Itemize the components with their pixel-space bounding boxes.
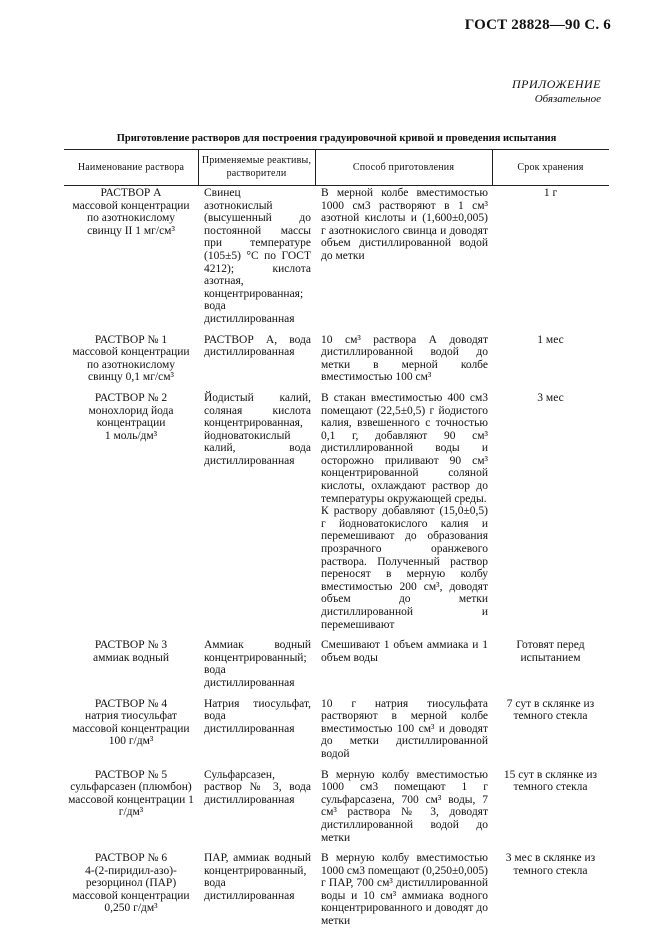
solution-name-cell: РАСТВОР № 2 монохлорид йода концентрации 1 моль/дм³ bbox=[88, 391, 174, 442]
storage-cell: Готовят перед испытанием bbox=[516, 639, 585, 664]
solution-name-cell: РАСТВОР № 4 натрия тиосульфат массовой концентрации 100 г/дм³ bbox=[72, 697, 190, 748]
method-cell: 10 см³ раствора А доводят дистиллированной водой до метки в мерной колбе вместимостью 100 см³ bbox=[321, 333, 488, 384]
table-header-rule bbox=[64, 185, 609, 186]
table-row bbox=[64, 852, 609, 928]
table-row bbox=[64, 334, 609, 384]
method-cell: В стакан вместимостью 400 см3 помещают (22,5±0,5) г йодистого калия, взвешенного с точностью 0,1 г, добавляют 90 см³ дистиллированной воды и осторожно приливают 90 см³ концентрированной соляной кислоты, охлаждают раствор до температуры окружающей среды. К раствору добавляют (15,0±0,5) г йодноватокислого калия и перемешивают до образования прозрачного оранжевого раствора. Полученный раствор переносят в мерную колбу вместимостью 200 см³, доводят объем до метки дистиллированной и перемешивают bbox=[321, 391, 488, 631]
table-row bbox=[64, 698, 609, 761]
reagents-cell: Свинец азотнокислый (высушенный до постоянной массы при температуре (105±5) °C по ГОСТ 4212); кислота азотная, концентрированная; вода дистиллированная bbox=[204, 187, 311, 325]
table-row bbox=[64, 392, 609, 631]
method-cell: В мерную колбу вместимостью 1000 см3 помещают 1 г сульфарсазена, 700 см³ воды, 7 см³ раствора № 3, доводят дистиллированной водой до метки bbox=[321, 768, 488, 844]
storage-cell: 7 сут в склянке из темного стекла bbox=[506, 697, 595, 723]
reagents-cell: Сульфарсазен, раствор № 3, вода дистиллированная bbox=[204, 768, 311, 806]
reagents-cell: Йодистый калий, соляная кислота концентрированная, йодноватокислый калий, вода дистиллированная bbox=[204, 391, 311, 467]
storage-cell: 1 мес bbox=[537, 333, 564, 346]
column-header-method: Способ приготовления bbox=[352, 161, 455, 173]
solution-name-cell: РАСТВОР № 3 аммиак водный bbox=[92, 639, 170, 664]
table-title: Приготовление растворов для построения градуировочной кривой и проведения испытания bbox=[116, 133, 557, 144]
reagents-cell: Аммиак водный концентрированный; вода дистиллированная bbox=[204, 639, 311, 689]
appendix-title: ПРИЛОЖЕНИЕ bbox=[512, 77, 601, 91]
table-row bbox=[64, 769, 609, 845]
document-header: ГОСТ 28828—90 С. 6 bbox=[464, 17, 611, 33]
table-row bbox=[64, 639, 609, 689]
method-cell: В мерной колбе вместимостью 1000 см3 растворяют в 1 см³ азотной кислоты и (1,600±0,005) г азотнокислого свинца и доводят объем дистиллированной водой до метки bbox=[321, 187, 488, 262]
column-header-storage: Срок хранения bbox=[517, 161, 584, 173]
table-body bbox=[64, 187, 609, 936]
appendix-subtitle: Обязательное bbox=[534, 93, 601, 105]
reagents-cell: ПАР, аммиак водный концентрированный, вода дистиллированная bbox=[204, 852, 311, 902]
solution-name-cell: РАСТВОР № 1 массовой концентрации по азотнокислому свинцу 0,1 мг/см³ bbox=[72, 333, 190, 384]
appendix-label bbox=[512, 77, 601, 105]
solution-name-cell: РАСТВОР № 5 сульфарсазен (плюмбон) массовой концентрации 1 г/дм³ bbox=[68, 768, 194, 819]
storage-cell: 3 мес в склянке из темного стекла bbox=[505, 852, 596, 877]
reagents-cell: РАСТВОР А, вода дистиллированная bbox=[204, 333, 311, 359]
table-row bbox=[64, 187, 609, 326]
storage-cell: 15 сут в склянке из темного стекла bbox=[503, 768, 598, 794]
column-header-reagents: Применяемые реактивы, растворители bbox=[201, 155, 312, 179]
method-cell: 10 г натрия тиосульфата растворяют в мерной колбе вместимостью 100 см³ и доводят до метки дистиллированной водой bbox=[321, 697, 488, 760]
storage-cell: 3 мес bbox=[537, 391, 564, 404]
column-header-name: Наименование раствора bbox=[77, 161, 185, 173]
method-cell: Смешивают 1 объем аммиака и 1 объем воды bbox=[321, 639, 488, 664]
method-cell: В мерную колбу вместимостью 1000 см3 помещают (0,250±0,005) г ПАР, 700 см³ дистиллированной воды и 10 см³ аммиака водного концентрированного и доводят до метки bbox=[321, 852, 488, 928]
storage-cell: 1 г bbox=[543, 187, 558, 199]
reagents-cell: Натрия тиосульфат, вода дистиллированная bbox=[204, 697, 311, 735]
solution-name-cell: РАСТВОР А массовой концентрации по азотнокислому свинцу II 1 мг/см³ bbox=[72, 187, 190, 237]
solution-name-cell: РАСТВОР № 6 4-(2-пиридил-азо)-резорцинол (ПАР) массовой концентрации 0,250 г/дм³ bbox=[72, 852, 190, 915]
